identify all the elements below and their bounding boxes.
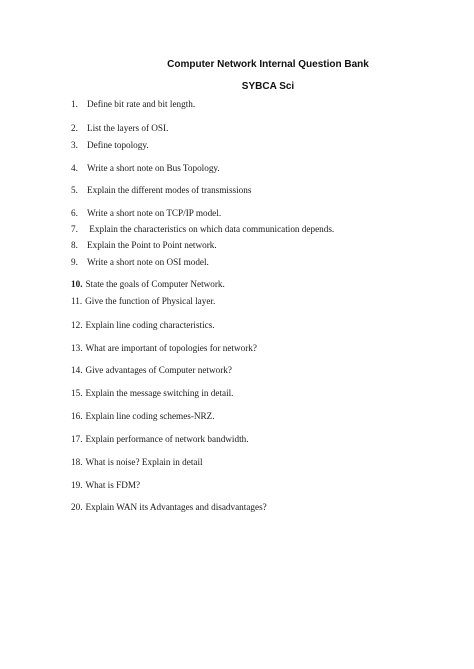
question-item <box>71 387 233 399</box>
question-number: 13. <box>71 343 83 353</box>
question-text: What are important of topologies for network? <box>85 343 257 353</box>
question-item <box>71 207 221 219</box>
question-item <box>71 239 217 251</box>
question-text: List the layers of OSI. <box>87 123 169 133</box>
question-text: Write a short note on Bus Topology. <box>87 163 220 173</box>
question-number: 18. <box>71 457 83 467</box>
question-text: Explain the message switching in detail. <box>85 388 234 398</box>
question-text: Write a short note on TCP/IP model. <box>87 208 222 218</box>
question-number: 15. <box>71 388 83 398</box>
question-text: Explain line coding characteristics. <box>85 320 215 330</box>
question-item <box>71 278 225 290</box>
question-number: 14. <box>71 365 83 375</box>
question-item <box>71 256 209 268</box>
question-item <box>71 319 215 331</box>
question-item <box>71 456 203 468</box>
question-number: 1. <box>71 99 78 109</box>
question-text: Explain the different modes of transmissions <box>87 185 252 195</box>
question-item <box>71 184 251 196</box>
question-text: State the goals of Computer Network. <box>85 279 225 289</box>
question-number: 17. <box>71 434 83 444</box>
question-item <box>71 98 195 110</box>
question-text: Explain the Point to Point network. <box>87 240 217 250</box>
question-number: 19. <box>71 480 83 490</box>
page-title: Computer Network Internal Question Bank <box>167 59 369 70</box>
question-text: Write a short note on OSI model. <box>87 257 209 267</box>
question-text: Explain the characteristics on which data communication depends. <box>87 224 335 234</box>
question-text: Explain WAN its Advantages and disadvantages? <box>85 502 267 512</box>
question-item <box>71 433 249 445</box>
question-number: 10. <box>71 279 83 289</box>
question-text: Give advantages of Computer network? <box>85 365 232 375</box>
question-text: Explain performance of network bandwidth. <box>85 434 249 444</box>
question-item <box>71 342 257 354</box>
question-number: 5. <box>71 185 78 195</box>
question-number: 3. <box>71 140 78 150</box>
question-item <box>71 364 232 376</box>
question-number: 12. <box>71 320 83 330</box>
question-item <box>71 162 220 174</box>
question-text: Define bit rate and bit length. <box>87 99 196 109</box>
question-item <box>71 501 267 513</box>
question-number: 16. <box>71 411 83 421</box>
question-text: Define topology. <box>87 140 149 150</box>
question-item <box>71 122 168 134</box>
question-text: Explain line coding schemes-NRZ. <box>85 411 215 421</box>
question-number: 4. <box>71 163 78 173</box>
question-item <box>71 410 215 422</box>
question-number: 20. <box>71 502 83 512</box>
question-text: Give the function of Physical layer. <box>85 296 216 306</box>
question-number: 7. <box>71 224 78 234</box>
question-number: 11. <box>71 296 83 306</box>
question-text: What is noise? Explain in detail <box>85 457 203 467</box>
question-item <box>71 223 334 235</box>
question-item <box>71 479 140 491</box>
question-number: 9. <box>71 257 78 267</box>
question-item <box>71 295 215 307</box>
question-text: What is FDM? <box>85 480 141 490</box>
question-number: 8. <box>71 240 78 250</box>
page-subtitle: SYBCA Sci <box>241 81 295 92</box>
question-item <box>71 139 149 151</box>
question-number: 2. <box>71 123 78 133</box>
question-number: 6. <box>71 208 78 218</box>
